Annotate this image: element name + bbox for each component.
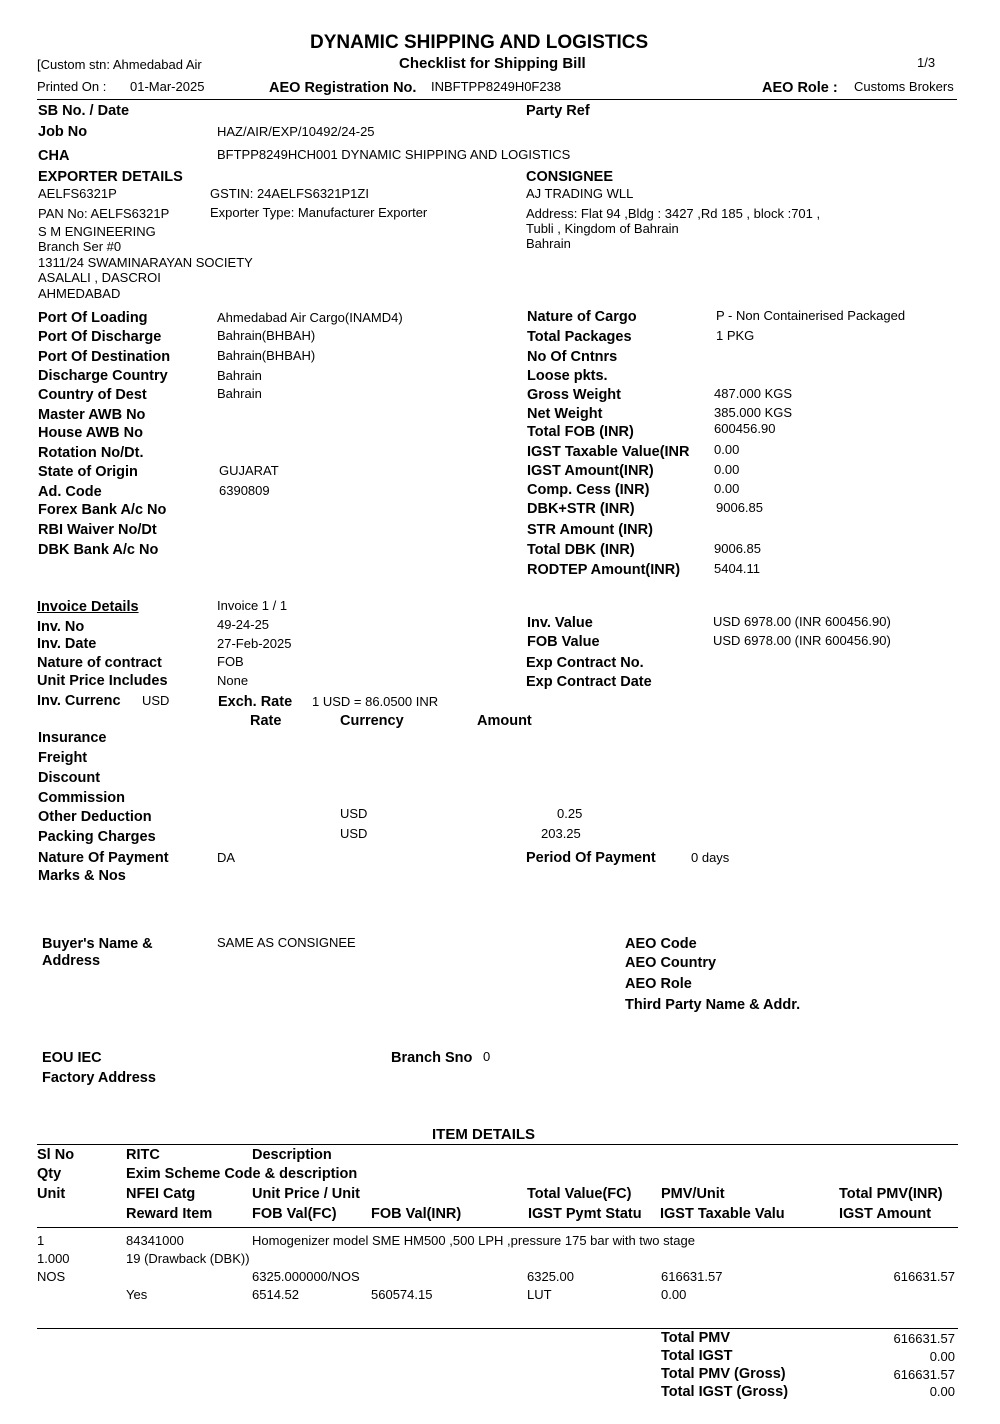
eou-iec-label: EOU IEC [42, 1050, 102, 1066]
aeo-code-label: AEO Code [625, 936, 697, 952]
invoice-value: USD 6978.00 (INR 600456.90) [713, 614, 891, 629]
invoice-date-label: Inv. Date [37, 636, 97, 652]
port-of-discharge: Bahrain(BHBAH) [217, 328, 316, 343]
invoice-no-label: Inv. No [37, 619, 85, 635]
aeo-registration-no: INBFTPP8249H0F238 [431, 79, 562, 94]
total-igst-gross-label: Total IGST (Gross) [661, 1384, 789, 1400]
invoice-count: Invoice 1 / 1 [217, 598, 288, 613]
period-of-payment-label: Period Of Payment [526, 850, 656, 866]
unit-price-includes: None [217, 673, 249, 688]
invoice-value-label: Inv. Value [527, 615, 593, 631]
item-pmv-unit: 616631.57 [661, 1269, 723, 1284]
col-total-pmv: Total PMV(INR) [839, 1186, 943, 1202]
discharge-country-label: Discharge Country [38, 368, 168, 384]
discount-label: Discount [38, 770, 101, 786]
col-qty: Qty [37, 1166, 62, 1182]
col-unit: Unit [37, 1186, 66, 1202]
col-exim-scheme: Exim Scheme Code & description [126, 1166, 358, 1182]
col-igst-amount: IGST Amount [839, 1206, 932, 1222]
exporter-details-label: EXPORTER DETAILS [38, 169, 183, 185]
port-of-loading: Ahmedabad Air Cargo(INAMD4) [217, 310, 403, 325]
total-igst-label: Total IGST [661, 1348, 733, 1364]
col-nfei-catg: NFEI Catg [126, 1186, 196, 1202]
col-unit-price: Unit Price / Unit [252, 1186, 360, 1202]
total-fob-label: Total FOB (INR) [527, 424, 634, 440]
total-igst: 0.00 [929, 1349, 955, 1364]
aeo-country-label: AEO Country [625, 955, 717, 971]
exp-contract-date-label: Exp Contract Date [526, 674, 652, 690]
loose-packets-label: Loose pkts. [527, 368, 608, 384]
third-party-label: Third Party Name & Addr. [625, 997, 801, 1013]
rate-header: Rate [250, 713, 282, 729]
fob-value-label: FOB Value [527, 634, 600, 650]
sb-no-label: SB No. / Date [38, 103, 130, 119]
exporter-address-3: AHMEDABAD [38, 286, 121, 301]
custom-station: [Custom stn: Ahmedabad Air [37, 57, 202, 72]
dbk-bank-label: DBK Bank A/c No [38, 542, 159, 558]
state-of-origin: GUJARAT [219, 463, 279, 478]
packing-charges-currency: USD [340, 826, 368, 841]
company-name: DYNAMIC SHIPPING AND LOGISTICS [310, 32, 649, 53]
packing-charges-amount: 203.25 [541, 826, 581, 841]
item-fob-fc: 6514.52 [252, 1287, 299, 1302]
igst-amount-label: IGST Amount(INR) [527, 463, 654, 479]
state-of-origin-label: State of Origin [38, 464, 138, 480]
col-igst-taxable: IGST Taxable Valu [660, 1206, 785, 1222]
gross-weight: 487.000 KGS [714, 386, 793, 401]
forex-bank-label: Forex Bank A/c No [38, 502, 167, 518]
house-awb-label: House AWB No [38, 425, 143, 441]
country-of-dest-label: Country of Dest [38, 387, 147, 403]
col-fob-val-fc: FOB Val(FC) [252, 1206, 337, 1222]
ad-code-label: Ad. Code [38, 484, 102, 500]
nature-of-cargo-label: Nature of Cargo [527, 309, 637, 325]
port-of-destination-label: Port Of Destination [38, 349, 171, 365]
item-unit: NOS [37, 1269, 66, 1284]
total-packages: 1 PKG [716, 328, 755, 343]
no-of-containers-label: No Of Cntnrs [527, 349, 618, 365]
invoice-details-label: Invoice Details [37, 599, 139, 615]
item-header-top-rule [37, 1144, 958, 1145]
fob-value: USD 6978.00 (INR 600456.90) [713, 633, 891, 648]
exp-contract-no-label: Exp Contract No. [526, 655, 644, 671]
item-igst-pymt-status: LUT [527, 1287, 552, 1302]
item-exim-scheme: 19 (Drawback (DBK)) [126, 1251, 250, 1266]
factory-address-label: Factory Address [42, 1070, 156, 1086]
amount-header: Amount [477, 713, 532, 729]
freight-label: Freight [38, 750, 88, 766]
branch-sno: 0 [483, 1049, 491, 1064]
consignee-address-1: Address: Flat 94 ,Bldg : 3427 ,Rd 185 , block :701 , [526, 206, 821, 221]
col-pmv-unit: PMV/Unit [661, 1186, 725, 1202]
cha-value: BFTPP8249HCH001 DYNAMIC SHIPPING AND LOGISTICS [217, 147, 571, 162]
aeo-registration-label: AEO Registration No. [269, 80, 417, 96]
gross-weight-label: Gross Weight [527, 387, 621, 403]
nature-of-payment: DA [217, 850, 236, 865]
total-packages-label: Total Packages [527, 329, 632, 345]
item-total-pmv: 616631.57 [893, 1269, 955, 1284]
other-deduction-label: Other Deduction [38, 809, 152, 825]
item-description: Homogenizer model SME HM500 ,500 LPH ,pressure 175 bar with two stage [252, 1233, 695, 1248]
exporter-name: S M ENGINEERING [38, 224, 156, 239]
col-sl-no: Sl No [37, 1147, 75, 1163]
job-no-label: Job No [38, 124, 88, 140]
aeo-role-buyer-label: AEO Role [625, 976, 692, 992]
item-header-bottom-rule [37, 1227, 958, 1228]
exporter-type: Exporter Type: Manufacturer Exporter [210, 205, 428, 220]
total-pmv-gross: 616631.57 [893, 1367, 955, 1382]
exporter-address-2: ASALALI , DASCROI [38, 270, 161, 285]
invoice-date: 27-Feb-2025 [217, 636, 292, 651]
total-pmv-gross-label: Total PMV (Gross) [661, 1366, 786, 1382]
printed-on-label: Printed On : [37, 79, 107, 94]
item-total-value-fc: 6325.00 [527, 1269, 574, 1284]
packing-charges-label: Packing Charges [38, 829, 156, 845]
exporter-pan: PAN No: AELFS6321P [38, 206, 170, 221]
other-deduction-amount: 0.25 [557, 806, 583, 821]
igst-taxable-label: IGST Taxable Value(INR [527, 444, 690, 460]
nature-of-cargo: P - Non Containerised Packaged [716, 308, 906, 323]
invoice-currency: USD [142, 693, 170, 708]
discharge-country: Bahrain [217, 368, 262, 383]
net-weight: 385.000 KGS [714, 405, 793, 420]
igst-taxable-value: 0.00 [714, 442, 740, 457]
exchange-rate-label: Exch. Rate [218, 694, 293, 710]
ad-code: 6390809 [219, 483, 270, 498]
item-ritc: 84341000 [126, 1233, 184, 1248]
item-qty: 1.000 [37, 1251, 70, 1266]
consignee-name: AJ TRADING WLL [526, 186, 634, 201]
port-of-discharge-label: Port Of Discharge [38, 329, 162, 345]
total-dbk: 9006.85 [714, 541, 761, 556]
total-igst-gross: 0.00 [929, 1384, 955, 1399]
party-ref-label: Party Ref [526, 103, 590, 119]
totals-rule [37, 1328, 958, 1329]
other-deduction-currency: USD [340, 806, 368, 821]
page-number: 1/3 [917, 55, 936, 70]
master-awb-label: Master AWB No [38, 407, 146, 423]
total-fob: 600456.90 [714, 421, 776, 436]
net-weight-label: Net Weight [527, 406, 603, 422]
total-pmv-label: Total PMV [661, 1330, 731, 1346]
consignee-label: CONSIGNEE [526, 169, 614, 185]
col-igst-pymt-status: IGST Pymt Statu [528, 1206, 642, 1222]
port-of-destination: Bahrain(BHBAH) [217, 348, 316, 363]
dbk-str-label: DBK+STR (INR) [527, 501, 635, 517]
rodtep-amount: 5404.11 [714, 561, 761, 576]
rbi-waiver-label: RBI Waiver No/Dt [38, 522, 157, 538]
str-amount-label: STR Amount (INR) [527, 522, 653, 538]
item-reward: Yes [126, 1287, 148, 1302]
marks-nos-label: Marks & Nos [38, 868, 126, 884]
nature-of-contract: FOB [217, 654, 244, 669]
exporter-iec: AELFS6321P [38, 186, 117, 201]
consignee-address-3: Bahrain [526, 236, 571, 251]
item-fob-inr: 560574.15 [371, 1287, 433, 1302]
col-reward-item: Reward Item [126, 1206, 213, 1222]
branch-sno-label: Branch Sno [391, 1050, 473, 1066]
comp-cess: 0.00 [714, 481, 740, 496]
invoice-currency-label: Inv. Currenc [37, 693, 121, 709]
col-total-value-fc: Total Value(FC) [527, 1186, 632, 1202]
header-divider [37, 99, 957, 100]
port-of-loading-label: Port Of Loading [38, 310, 148, 326]
commission-label: Commission [38, 790, 126, 806]
cha-label: CHA [38, 148, 70, 164]
consignee-address-2: Tubli , Kingdom of Bahrain [526, 221, 679, 236]
total-pmv: 616631.57 [893, 1331, 955, 1346]
total-dbk-label: Total DBK (INR) [527, 542, 635, 558]
exporter-address-1: 1311/24 SWAMINARAYAN SOCIETY [38, 255, 253, 270]
job-no: HAZ/AIR/EXP/10492/24-25 [217, 124, 375, 139]
rotation-label: Rotation No/Dt. [38, 445, 144, 461]
document-title: Checklist for Shipping Bill [399, 55, 586, 72]
col-description: Description [252, 1147, 332, 1163]
nature-of-contract-label: Nature of contract [37, 655, 162, 671]
item-details-title: ITEM DETAILS [432, 1126, 536, 1143]
exporter-branch: Branch Ser #0 [38, 239, 122, 254]
currency-header: Currency [340, 713, 404, 729]
period-of-payment: 0 days [691, 850, 730, 865]
aeo-role-label: AEO Role : [762, 80, 838, 96]
unit-price-includes-label: Unit Price Includes [37, 673, 168, 689]
exporter-gstin: GSTIN: 24AELFS6321P1ZI [210, 186, 369, 201]
igst-amount: 0.00 [714, 462, 740, 477]
nature-of-payment-label: Nature Of Payment [38, 850, 169, 866]
dbk-str: 9006.85 [716, 500, 763, 515]
item-igst-taxable: 0.00 [661, 1287, 687, 1302]
item-sl-no: 1 [37, 1233, 45, 1248]
printed-on-date: 01-Mar-2025 [130, 79, 205, 94]
exchange-rate: 1 USD = 86.0500 INR [312, 694, 439, 709]
col-ritc: RITC [126, 1147, 160, 1163]
insurance-label: Insurance [38, 730, 107, 746]
rodtep-amount-label: RODTEP Amount(INR) [527, 562, 681, 578]
buyer-value: SAME AS CONSIGNEE [217, 935, 356, 950]
comp-cess-label: Comp. Cess (INR) [527, 482, 650, 498]
country-of-dest: Bahrain [217, 386, 262, 401]
col-fob-val-inr: FOB Val(INR) [371, 1206, 462, 1222]
item-unit-price: 6325.000000/NOS [252, 1269, 360, 1284]
buyer-address-label: Address [42, 953, 101, 969]
invoice-no: 49-24-25 [217, 617, 270, 632]
aeo-role: Customs Brokers [854, 79, 954, 94]
buyer-name-label: Buyer's Name & [42, 936, 153, 952]
